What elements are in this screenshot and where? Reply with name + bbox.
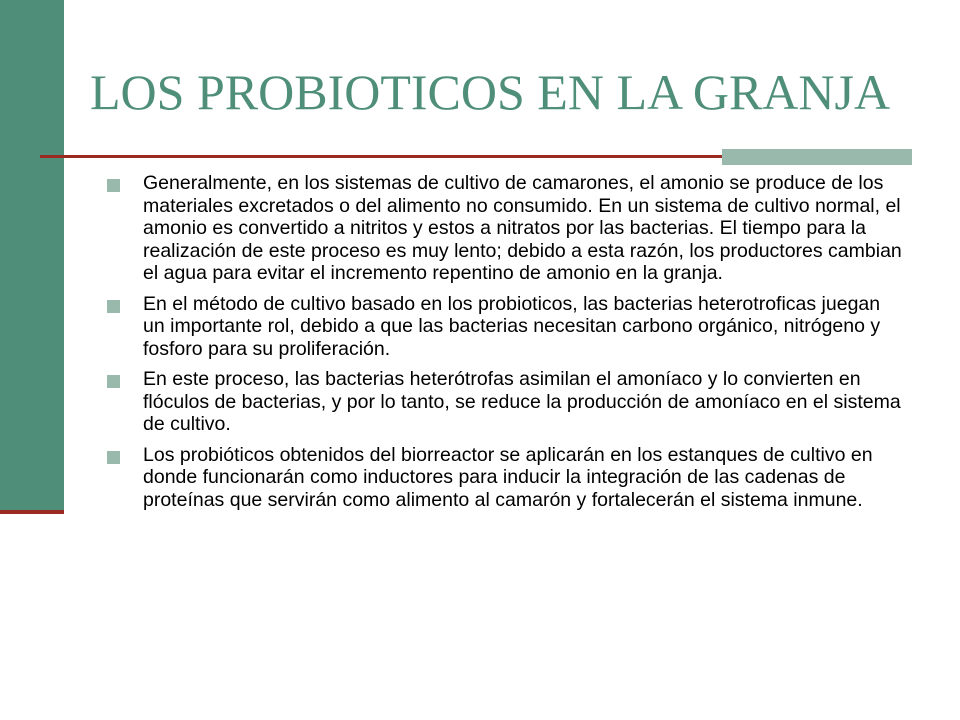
bullet-item — [107, 172, 907, 285]
square-bullet-icon — [107, 300, 120, 313]
bullet-text: Los probióticos obtenidos del biorreactor se aplicarán en los estanques de cultivo en donde funcionarán como inductores para inducir la integración de las cadenas de proteínas que servirán como alimento al camarón y fortalecerán el sistema inmune. — [143, 443, 873, 511]
left-accent-bar — [0, 0, 64, 512]
bullet-item — [107, 368, 907, 436]
bullet-text: En este proceso, las bacterias heterótrofas asimilan el amoníaco y lo convierten en flóculos de bacterias, y por lo tanto, se reduce la producción de amoníaco en el sistema de cultivo. — [143, 368, 901, 435]
bullet-list — [107, 172, 907, 519]
left-accent-underline — [0, 510, 64, 514]
bullet-item — [107, 444, 907, 512]
square-bullet-icon — [107, 179, 120, 192]
square-bullet-icon — [107, 375, 120, 388]
bullet-text: En el método de cultivo basado en los probioticos, las bacterias heterotroficas juegan un importante rol, debido a que las bacterias necesitan carbono orgánico, nitrógeno y fosforo para su proliferación. — [143, 292, 881, 360]
bullet-text: Generalmente, en los sistemas de cultivo de camarones, el amonio se produce de los materiales excretados o del alimento no consumido. En un sistema de cultivo normal, el amonio es convertido a nitritos y estos a nitratos por las bacterias. El tiempo para la realización de este proceso es muy lento; debido a esta razón, los productores cambian el agua para evitar el incremento repentino de amonio en la granja. — [143, 172, 902, 284]
bullet-item — [107, 293, 907, 361]
slide-title: LOS PROBIOTICOS EN LA GRANJA — [90, 64, 891, 120]
square-bullet-icon — [107, 451, 120, 464]
divider-accent-block — [722, 149, 912, 165]
